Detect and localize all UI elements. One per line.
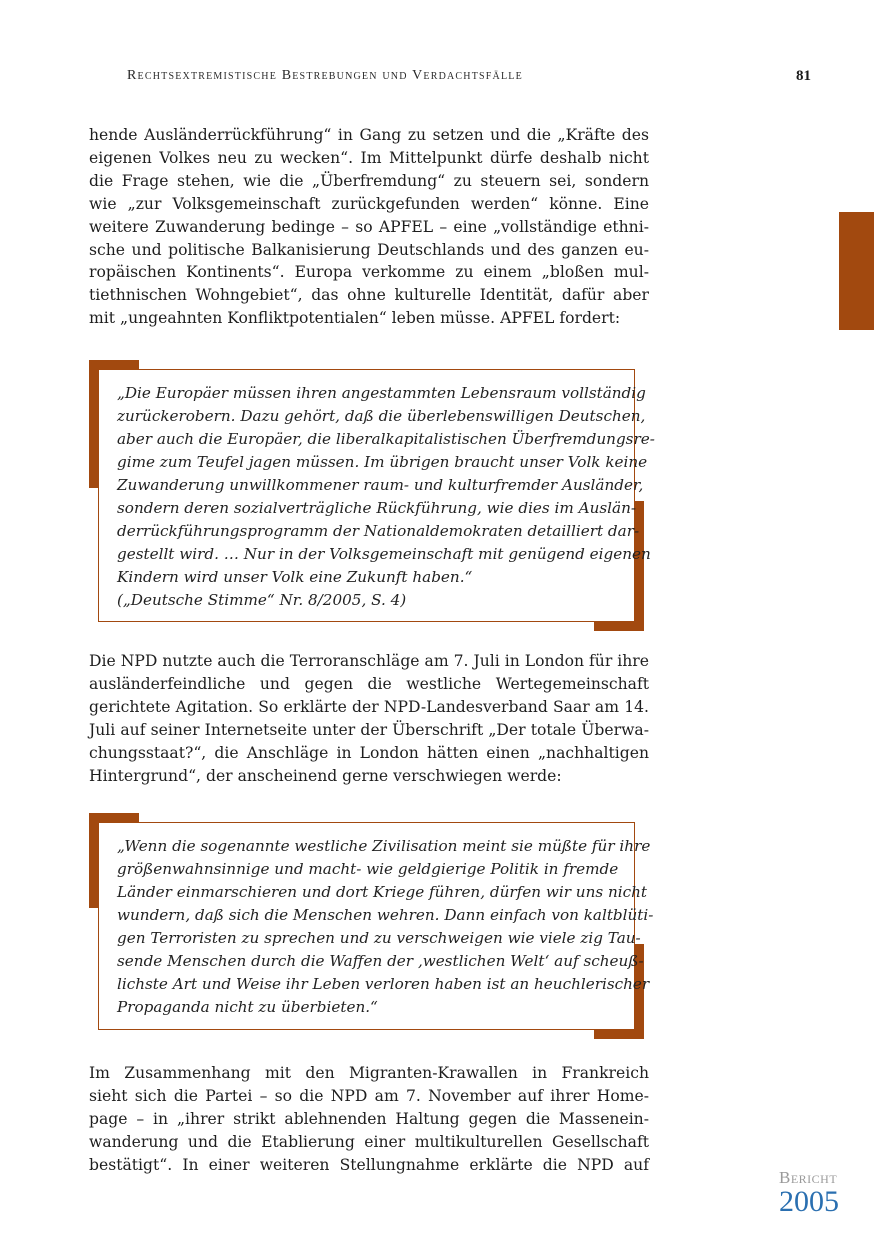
quote-text <box>117 382 655 612</box>
text-line: wie „zur Volksgemeinschaft zurückgefunden werden“ könne. Eine <box>89 194 649 213</box>
text-line: Die NPD nutzte auch die Terroranschläge am 7. Juli in London für ihre <box>89 652 649 670</box>
logo-word: Bericht <box>779 1168 838 1187</box>
quote-line: größenwahnsinnige und macht- wie geldgierige Politik in fremde <box>117 860 619 878</box>
chapter-side-tab <box>839 212 874 330</box>
text-line: ropäischen Kontinents“. Europa verkomme zu einem „bloßen mul- <box>89 263 649 282</box>
quote-line: lichste Art und Weise ihr Leben verloren haben ist an heuchlerischer <box>117 975 650 993</box>
text-line: eigenen Volkes neu zu wecken“. Im Mittelpunkt dürfe deshalb nicht <box>89 148 649 167</box>
text-line: die Frage stehen, wie die „Überfremdung“ zu steuern sei, sondern <box>89 171 649 190</box>
quote-line: Länder einmarschieren und dort Kriege führen, dürfen wir uns nicht <box>117 883 648 901</box>
text-line: hende Ausländerrückführung“ in Gang zu setzen und die „Kräfte des <box>89 126 649 144</box>
text-line: gerichtete Agitation. So erklärte der NPD-Landesverband Saar am 14. <box>89 697 649 716</box>
quote-line: gestellt wird. … Nur in der Volksgemeinschaft mit genügend eigenen <box>117 545 651 563</box>
text-line: Hintergrund“, der anscheinend gerne verschwiegen werde: <box>89 766 562 785</box>
quote-line: zurückerobern. Dazu gehört, daß die überlebenswilligen Deutschen, <box>117 407 646 425</box>
text-line: mit „ungeahnten Konfliktpotentialen“ leben müsse. APFEL fordert: <box>89 309 621 328</box>
quote-frame <box>98 369 655 622</box>
body-paragraph-1 <box>89 124 649 330</box>
quote-box-1 <box>89 360 655 631</box>
quote-line: derrückführungsprogramm der Nationaldemokraten detailliert dar- <box>117 522 640 540</box>
text-line: Im Zusammenhang mit den Migranten-Krawallen in Frankreich <box>89 1064 649 1082</box>
quote-source: („Deutsche Stimme“ Nr. 8/2005, S. 4) <box>117 591 407 609</box>
text-line: tiethnischen Wohngebiet“, das ohne kulturelle Identität, dafür aber <box>89 286 649 305</box>
text-line: ausländerfeindliche und gegen die westliche Wertegemeinschaft <box>89 674 649 693</box>
text-line: sche und politische Balkanisierung Deutschlands und des ganzen eu- <box>89 240 649 259</box>
text-line: page – in „ihrer strikt ablehnenden Haltung gegen die Massenein- <box>89 1109 649 1128</box>
quote-line: „Wenn die sogenannte westliche Zivilisation meint sie müßte für ihre <box>117 837 651 855</box>
quote-line: gen Terroristen zu sprechen und zu verschweigen wie viele zig Tau- <box>117 929 641 947</box>
running-header-title: Rechtsextremistische Bestrebungen und Verdachtsfälle <box>127 68 523 83</box>
text-line: wanderung und die Etablierung einer multikulturellen Gesellschaft <box>89 1132 649 1151</box>
text-line: weitere Zuwanderung bedinge – so APFEL – eine „vollständige ethni- <box>89 217 649 236</box>
quote-text <box>117 835 654 1019</box>
text-line: sieht sich die Partei – so die NPD am 7. November auf ihrer Home- <box>89 1086 649 1105</box>
logo-year: 2005 <box>779 1185 839 1218</box>
quote-line: wundern, daß sich die Menschen wehren. Dann einfach von kaltblüti- <box>117 906 654 924</box>
quote-line: sondern deren sozialverträgliche Rückführung, wie dies im Auslän- <box>117 499 636 517</box>
quote-line: „Die Europäer müssen ihren angestammten Lebensraum vollständig <box>117 384 646 402</box>
text-line: Juli auf seiner Internetseite unter der Überschrift „Der totale Überwa- <box>89 720 649 739</box>
quote-line: Kindern wird unser Volk eine Zukunft haben.“ <box>117 568 473 586</box>
text-line: chungsstaat?“, die Anschläge in London hätten einen „nachhaltigen <box>89 743 649 762</box>
quote-box-2 <box>89 813 654 1039</box>
quote-line: Propaganda nicht zu überbieten.“ <box>117 998 378 1016</box>
page-number: 81 <box>796 68 811 84</box>
report-logo <box>779 1169 839 1217</box>
body-paragraph-2 <box>89 650 649 787</box>
quote-line: Zuwanderung unwillkommener raum- und kulturfremder Ausländer, <box>117 476 644 494</box>
text-line: bestätigt“. In einer weiteren Stellungnahme erklärte die NPD auf <box>89 1155 649 1174</box>
quote-line: gime zum Teufel jagen müssen. Im übrigen braucht unser Volk keine <box>117 453 648 471</box>
quote-frame <box>98 822 654 1030</box>
quote-line: aber auch die Europäer, die liberalkapitalistischen Überfremdungsre- <box>117 430 655 448</box>
body-paragraph-3 <box>89 1062 649 1177</box>
quote-line: sende Menschen durch die Waffen der ‚westlichen Welt‘ auf scheuß- <box>117 952 644 970</box>
